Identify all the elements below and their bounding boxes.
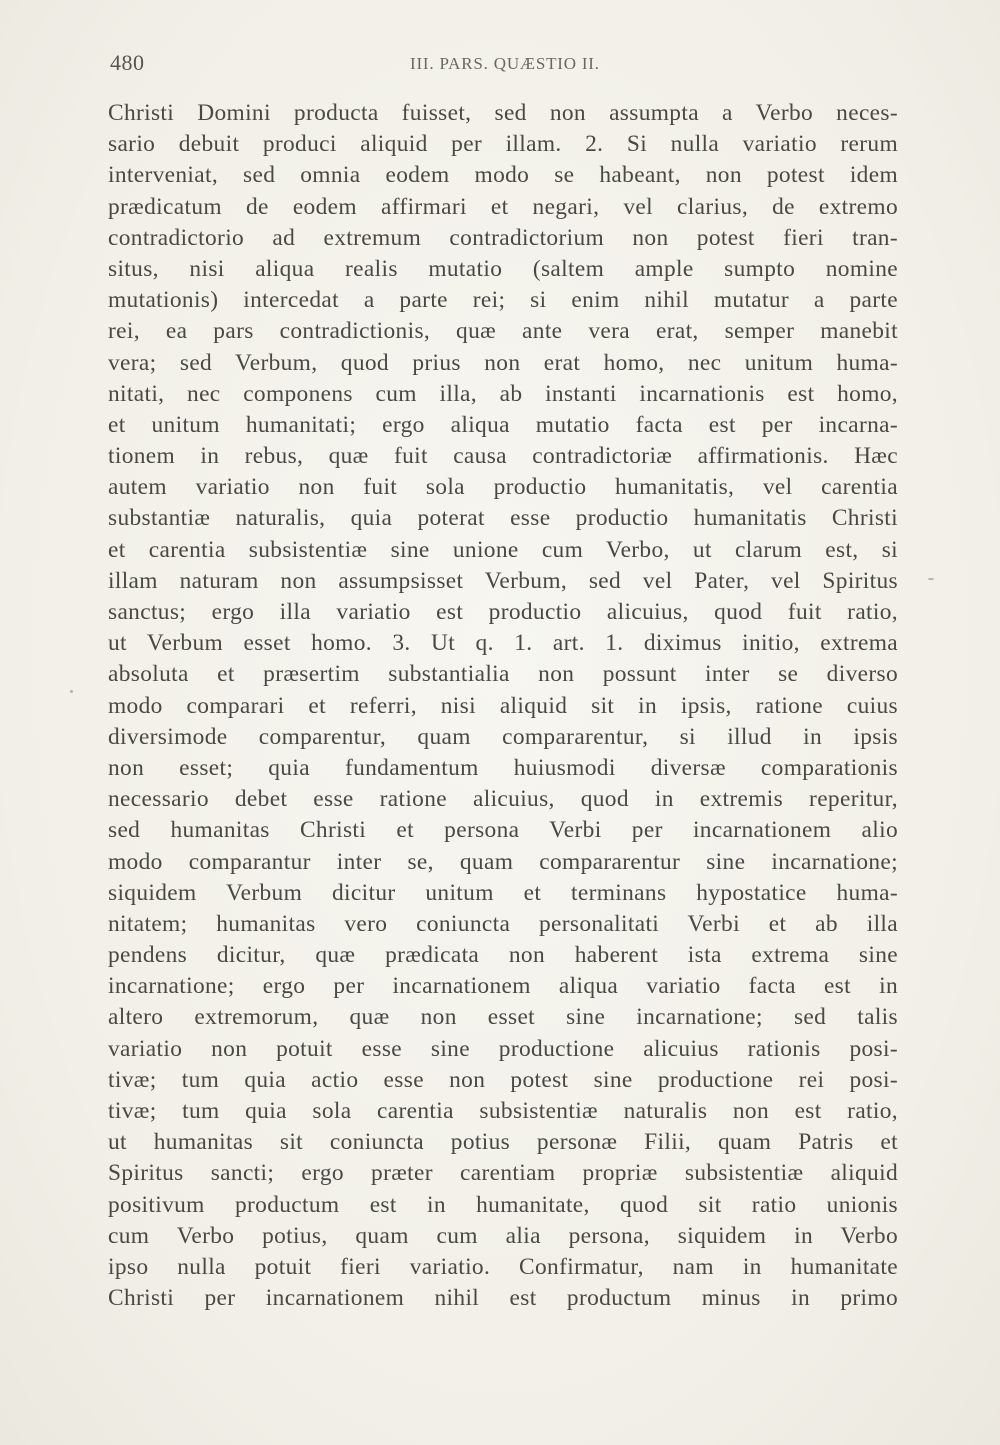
text-line: modo comparari et referri, nisi aliquid sit in ipsis, ratione cuius xyxy=(108,692,898,719)
running-title: III. PARS. QUÆSTIO II. xyxy=(410,54,600,73)
text-line: mutationis) intercedat a parte rei; si enim nihil mutatur a parte xyxy=(108,287,898,314)
text-line: sanctus; ergo illa variatio est productio alicuius, quod fuit ratio, xyxy=(108,599,898,625)
paper-speck xyxy=(928,578,934,580)
running-head xyxy=(110,44,895,80)
text-line: nitati, nec componens cum illa, ab instanti incarnationis est homo, xyxy=(108,380,898,407)
text-line: absoluta et præsertim substantialia non possunt inter se diverso xyxy=(108,661,898,688)
text-line: substantiæ naturalis, quia poterat esse productio humanitatis Christi xyxy=(108,505,898,532)
text-line: et unitum humanitati; ergo aliqua mutatio facta est per incarna- xyxy=(108,411,898,438)
text-line: tivæ; tum quia sola carentia subsistentiæ naturalis non est ratio, xyxy=(108,1098,898,1124)
text-line: tionem in rebus, quæ fuit causa contradictoriæ affirmationis. Hæc xyxy=(108,443,898,470)
text-line: sed humanitas Christi et persona Verbi per incarnationem alio xyxy=(108,817,898,844)
text-line: siquidem Verbum dicitur unitum et terminans hypostatice huma- xyxy=(108,879,898,906)
paper-speck xyxy=(70,690,73,693)
text-line: contradictorio ad extremum contradictorium non potest fieri tran- xyxy=(108,224,898,251)
text-line: modo comparantur inter se, quam compararentur sine incarnatione; xyxy=(108,848,898,875)
text-line: illam naturam non assumpsisset Verbum, sed vel Pater, vel Spiritus xyxy=(108,567,898,594)
text-line: Christi Domini producta fuisset, sed non assumpta a Verbo neces- xyxy=(108,100,898,126)
text-line: positivum productum est in humanitate, quod sit ratio unionis xyxy=(108,1191,898,1218)
text-line: diversimode comparentur, quam compararentur, si illud in ipsis xyxy=(108,723,898,750)
text-line: pendens dicitur, quæ prædicata non haberent ista extrema sine xyxy=(108,942,898,969)
text-line: ipso nulla potuit fieri variatio. Confirmatur, nam in humanitate xyxy=(108,1253,898,1280)
text-line: non esset; quia fundamentum huiusmodi diversæ comparationis xyxy=(108,754,898,781)
page-number: 480 xyxy=(110,50,145,75)
text-line: interveniat, sed omnia eodem modo se habeant, non potest idem xyxy=(108,162,898,189)
text-line: nitatem; humanitas vero coniuncta personalitati Verbi et ab illa xyxy=(108,910,898,937)
text-line: ut Verbum esset homo. 3. Ut q. 1. art. 1. diximus initio, extrema xyxy=(108,630,898,657)
text-line: rei, ea pars contradictionis, quæ ante vera erat, semper manebit xyxy=(108,318,898,345)
text-line: situs, nisi aliqua realis mutatio (saltem ample sumpto nomine xyxy=(108,255,898,282)
text-line: prædicatum de eodem affirmari et negari, vel clarius, de extremo xyxy=(108,193,898,220)
text-line: autem variatio non fuit sola productio humanitatis, vel carentia xyxy=(108,474,898,501)
text-line: ut humanitas sit coniuncta potius personæ Filii, quam Patris et xyxy=(108,1129,898,1156)
text-line: et carentia subsistentiæ sine unione cum Verbo, ut clarum est, si xyxy=(108,536,898,563)
text-line: tivæ; tum quia actio esse non potest sine productione rei posi- xyxy=(108,1066,898,1093)
text-line: variatio non potuit esse sine productione alicuius rationis posi- xyxy=(108,1035,898,1062)
text-line: necessario debet esse ratione alicuius, quod in extremis reperitur, xyxy=(108,786,898,813)
text-line: vera; sed Verbum, quod prius non erat homo, nec unitum huma- xyxy=(108,349,898,376)
text-line: sario debuit produci aliquid per illam. 2. Si nulla variatio rerum xyxy=(108,131,898,158)
text-line: altero extremorum, quæ non esset sine incarnatione; sed talis xyxy=(108,1004,898,1031)
text-line: Christi per incarnationem nihil est productum minus in primo xyxy=(108,1285,898,1312)
text-line: Spiritus sancti; ergo præter carentiam propriæ subsistentiæ aliquid xyxy=(108,1160,898,1187)
body-text xyxy=(108,98,898,1314)
text-line: incarnatione; ergo per incarnationem aliqua variatio facta est in xyxy=(108,973,898,1000)
text-line: cum Verbo potius, quam cum alia persona, siquidem in Verbo xyxy=(108,1222,898,1249)
